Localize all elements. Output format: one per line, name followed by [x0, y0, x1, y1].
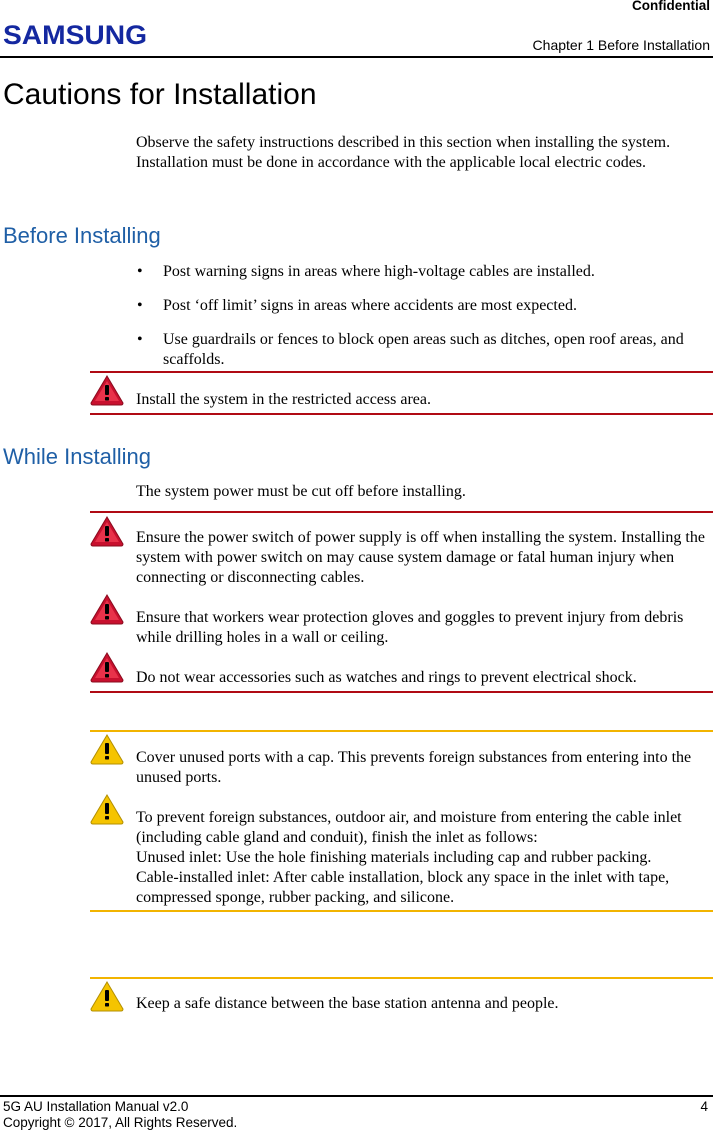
chapter-title: Chapter 1 Before Installation	[532, 37, 710, 53]
warning-text: Install the system in the restricted access area.	[136, 391, 431, 408]
warning-bottom-rule	[90, 691, 713, 693]
warning-text: Ensure the power switch of power supply is off when installing the system. Installing the system with power switch on may cause system damage or fatal human injury when connecting or disconnecting cables.	[136, 529, 705, 586]
footer-divider	[0, 1095, 713, 1097]
list-item: • Use guardrails or fences to block open areas such as ditches, open roof areas, and scaffolds.	[136, 330, 712, 370]
while-intro: The system power must be cut off before installing.	[136, 483, 466, 500]
caution-icon	[89, 980, 125, 1012]
caution-top-rule	[90, 730, 713, 732]
warning-top-rule	[90, 511, 713, 513]
footer-manual: 5G AU Installation Manual v2.0	[3, 1099, 189, 1114]
warning-icon	[89, 651, 125, 683]
confidential-label: Confidential	[632, 0, 710, 13]
warning-text: Ensure that workers wear protection gloves and goggles to prevent injury from debris while drilling holes in a wall or ceiling.	[136, 609, 684, 646]
page-number: 4	[700, 1099, 708, 1114]
bullet-list	[136, 262, 712, 384]
intro-paragraph: Observe the safety instructions described in this section when installing the system. Installation must be done in accordance with the applicable local electric codes.	[136, 134, 671, 171]
warning-bottom-rule	[90, 413, 713, 415]
list-item: • Post ‘off limit’ signs in areas where accidents are most expected.	[136, 296, 712, 316]
caution-bottom-rule	[90, 910, 713, 912]
page-title: Cautions for Installation	[3, 78, 317, 111]
warning-top-rule	[90, 371, 713, 373]
caution-text: Cover unused ports with a cap. This prevents foreign substances from entering into the unused ports.	[136, 749, 692, 786]
warning-text: Do not wear accessories such as watches and rings to prevent electrical shock.	[136, 669, 637, 686]
warning-icon	[89, 593, 125, 625]
header-divider	[0, 56, 713, 58]
caution-text: To prevent foreign substances, outdoor air, and moisture from entering the cable inlet (including cable gland and conduit), finish the inlet as follows: Unused inlet: Use the hole finishing materials including cap and rubber packing. Cable-installed inlet: After cable installation, block any space in the inlet with tape, compressed sponge, rubber packing, and silicone.	[136, 809, 682, 906]
caution-icon	[89, 733, 125, 765]
section-heading-before: Before Installing	[3, 223, 161, 248]
caution-text: Keep a safe distance between the base station antenna and people.	[136, 995, 559, 1012]
list-item: • Post warning signs in areas where high-voltage cables are installed.	[136, 262, 712, 282]
caution-icon	[89, 793, 125, 825]
svg-text:SAMSUNG: SAMSUNG	[3, 21, 147, 50]
section-heading-while: While Installing	[3, 444, 151, 469]
samsung-logo	[3, 21, 147, 51]
warning-icon	[89, 374, 125, 406]
caution-top-rule	[90, 977, 713, 979]
footer-copyright: Copyright © 2017, All Rights Reserved.	[3, 1115, 238, 1130]
warning-icon	[89, 515, 125, 547]
